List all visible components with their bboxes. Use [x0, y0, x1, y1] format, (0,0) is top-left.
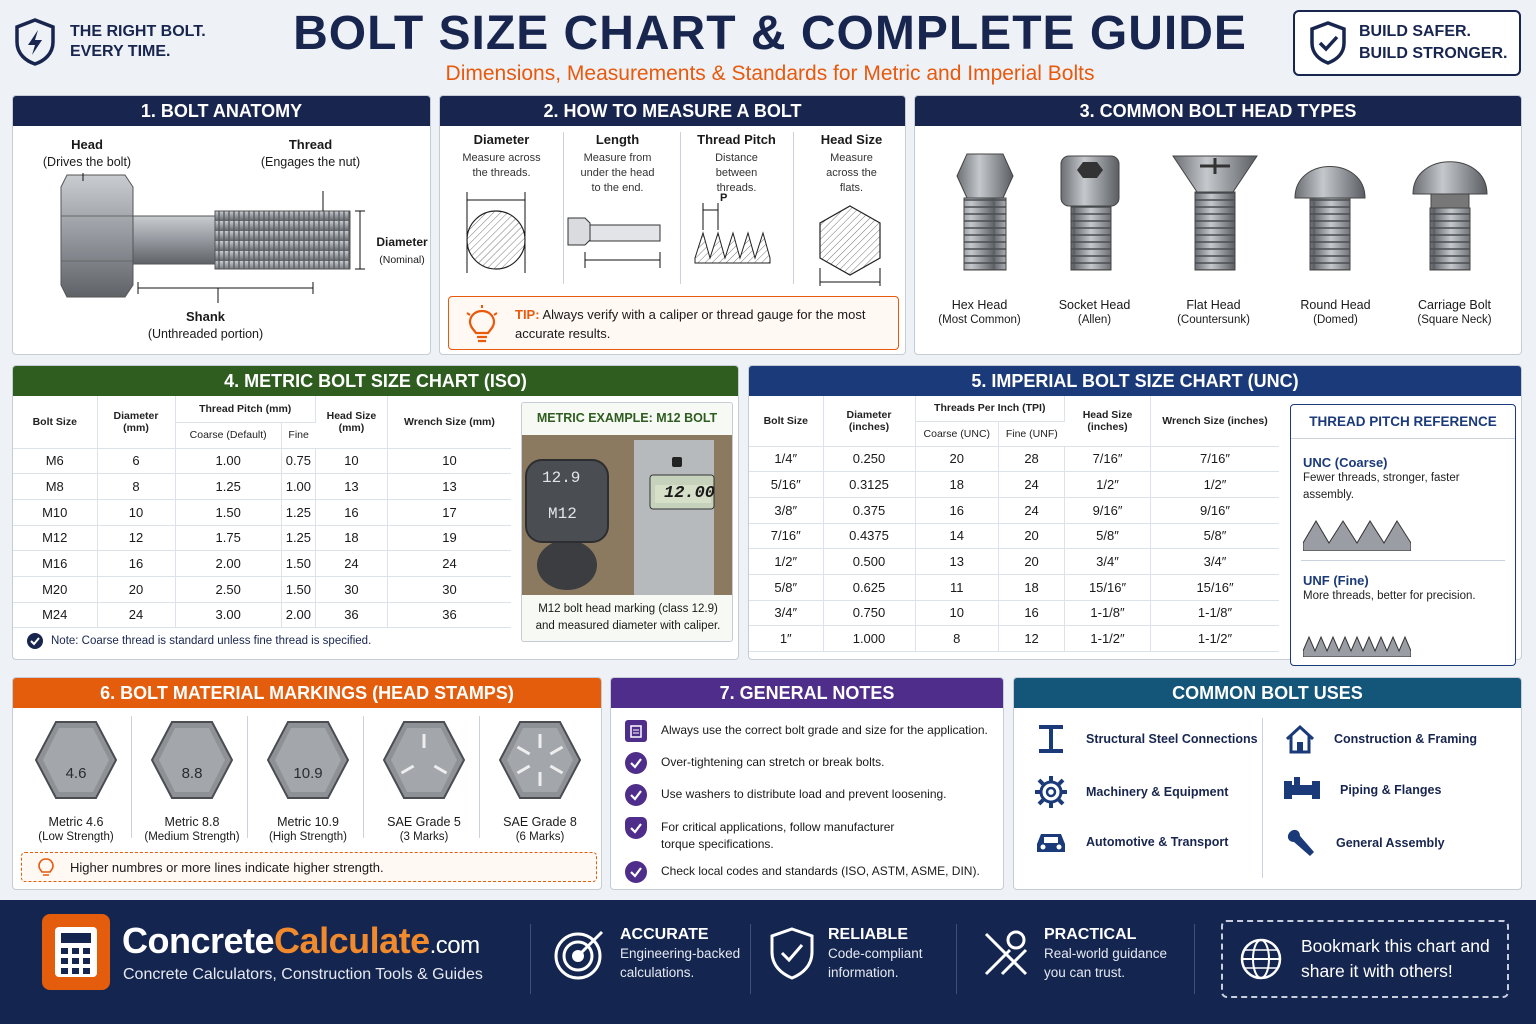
imp-h-tpi: Threads Per Inch (TPI) [915, 396, 1065, 421]
head-types-title: 3. COMMON BOLT HEAD TYPES [915, 96, 1521, 126]
table-cell: 30 [387, 576, 511, 602]
table-row [749, 497, 1279, 523]
table-row [13, 499, 511, 525]
table-cell: 13 [315, 474, 387, 500]
diameter-annotation: Diameter (Nominal) [376, 235, 428, 266]
common-uses-panel [1013, 677, 1522, 890]
marking-item: 8.8 Metric 8.8 (Medium Strength) [137, 718, 247, 843]
table-cell: 1.25 [175, 474, 281, 500]
imp-h-size: Bolt Size [749, 396, 823, 446]
check-circle-icon [625, 861, 647, 883]
head-types-panel [914, 95, 1522, 355]
table-cell: M24 [13, 602, 97, 628]
table-row [13, 602, 511, 628]
measure-tip-box [448, 296, 899, 350]
pitch-p-label: P [720, 192, 728, 204]
note-item: Always use the correct bolt grade and size for the application. [625, 720, 988, 742]
table-cell: 10 [97, 499, 175, 525]
table-cell: 36 [387, 602, 511, 628]
table-row [13, 474, 511, 500]
imperial-chart-title: 5. IMPERIAL BOLT SIZE CHART (UNC) [749, 366, 1521, 396]
table-cell: 7/16″ [1065, 446, 1151, 472]
table-cell: 1.50 [281, 576, 315, 602]
i-beam-icon [1034, 724, 1068, 754]
table-cell: 0.625 [823, 574, 915, 600]
table-cell: 2.00 [175, 551, 281, 577]
table-cell: 3/4″ [749, 600, 823, 626]
feature-practical: PRACTICAL Real-world guidance you can trust. [980, 926, 1178, 982]
table-cell: 14 [915, 523, 999, 549]
house-icon [1284, 724, 1316, 754]
calculator-icon [42, 914, 110, 990]
clipboard-icon [625, 720, 647, 742]
material-markings-panel [12, 677, 602, 890]
shield-check-icon [768, 926, 816, 982]
table-row [749, 472, 1279, 498]
table-row [749, 626, 1279, 652]
page-title: BOLT SIZE CHART & COMPLETE GUIDE [293, 7, 1247, 60]
table-cell: 24 [387, 551, 511, 577]
note-item: Use washers to distribute load and prevent loosening. [625, 784, 947, 806]
table-cell: 2.00 [281, 602, 315, 628]
table-cell: 28 [999, 446, 1065, 472]
table-cell: M10 [13, 499, 97, 525]
table-cell: 1/2″ [1065, 472, 1151, 498]
globe-icon [1239, 937, 1283, 981]
table-cell: 1.25 [281, 499, 315, 525]
metric-example-box [521, 402, 733, 642]
table-cell: 0.3125 [823, 472, 915, 498]
measure-length: Length Measure from under the head to the end. [580, 132, 655, 194]
table-row [749, 600, 1279, 626]
general-notes-title: 7. GENERAL NOTES [611, 678, 1003, 708]
material-markings-title: 6. BOLT MATERIAL MARKINGS (HEAD STAMPS) [13, 678, 601, 708]
metric-h-wrench: Wrench Size (mm) [387, 396, 511, 448]
metric-table [13, 396, 511, 628]
imp-h-unc: Coarse (UNC) [915, 421, 999, 446]
table-cell: 3.00 [175, 602, 281, 628]
table-cell: 3/4″ [1151, 549, 1279, 575]
head-type-hex: Hex Head (Most Common) [938, 298, 1021, 326]
imp-h-dia: Diameter (inches) [823, 396, 915, 446]
check-circle-icon [625, 784, 647, 806]
table-cell: 1-1/8″ [1151, 600, 1279, 626]
table-cell: 5/8″ [1151, 523, 1279, 549]
general-notes-panel [610, 677, 1004, 890]
table-cell: 3/4″ [1065, 549, 1151, 575]
pipe-icon [1282, 775, 1322, 805]
table-cell: 1.50 [175, 499, 281, 525]
table-cell: 5/16″ [749, 472, 823, 498]
svg-text:4.6: 4.6 [65, 765, 87, 782]
table-cell: M16 [13, 551, 97, 577]
shank-annotation: Shank (Unthreaded portion) [147, 309, 264, 341]
gear-icon [1034, 775, 1068, 809]
table-cell: 18 [999, 574, 1065, 600]
table-cell: 1.50 [281, 551, 315, 577]
thread-ref-title: THREAD PITCH REFERENCE [1291, 405, 1515, 439]
table-row [13, 525, 511, 551]
imp-h-unf: Fine (UNF) [999, 421, 1065, 446]
table-cell: 1/2″ [749, 549, 823, 575]
table-cell: 7/16″ [749, 523, 823, 549]
bolt-head-stamp [485, 718, 595, 802]
header-left-line1: THE RIGHT BOLT. [70, 23, 206, 40]
svg-text:10.9: 10.9 [293, 765, 323, 782]
bolt-head-stamp [137, 718, 247, 802]
table-cell: 10 [915, 600, 999, 626]
table-cell: 12 [999, 626, 1065, 652]
table-cell: 1″ [749, 626, 823, 652]
table-cell: 24 [315, 551, 387, 577]
header-left-badge [14, 12, 234, 72]
thread-pitch-reference [1290, 404, 1516, 666]
metric-example-caption: M12 bolt head marking (class 12.9) and measured diameter with caliper. [535, 603, 721, 632]
tools-icon [980, 926, 1032, 980]
table-row [749, 574, 1279, 600]
bolt-anatomy-title: 1. BOLT ANATOMY [13, 96, 430, 126]
measure-head-size: Head Size Measure across the flats. [820, 132, 883, 194]
markings-tip: Higher numbres or more lines indicate higher strength. [21, 852, 597, 882]
table-cell: 11 [915, 574, 999, 600]
table-cell: 10 [387, 448, 511, 474]
note-item: For critical applications, follow manufacturer torque specifications. [625, 817, 925, 853]
table-cell: 13 [915, 549, 999, 575]
table-cell: 1.00 [175, 448, 281, 474]
metric-chart-title: 4. METRIC BOLT SIZE CHART (ISO) [13, 366, 738, 396]
table-cell: 5/8″ [749, 574, 823, 600]
ex-mark1: 12.9 [542, 469, 581, 487]
header-right-line1: BUILD SAFER. [1359, 23, 1471, 40]
table-cell: 13 [387, 474, 511, 500]
marking-item: 4.6 Metric 4.6 (Low Strength) [21, 718, 131, 843]
brand-name[interactable]: ConcreteCalculate.com [122, 920, 480, 961]
table-cell: 12 [97, 525, 175, 551]
metric-h-fine: Fine [281, 422, 315, 448]
unc-info: UNC (Coarse) Fewer threads, stronger, faster assembly. [1303, 455, 1460, 501]
use-structural: Structural Steel Connections [1034, 724, 1258, 754]
table-cell: 15/16″ [1151, 574, 1279, 600]
header-right-line2: BUILD STRONGER. [1359, 45, 1508, 62]
table-cell: 2.50 [175, 576, 281, 602]
table-cell: 7/16″ [1151, 446, 1279, 472]
use-construction: Construction & Framing [1284, 724, 1477, 754]
table-cell: 17 [387, 499, 511, 525]
metric-h-dia: Diameter (mm) [97, 396, 175, 448]
table-cell: 1/4″ [749, 446, 823, 472]
table-cell: 0.375 [823, 497, 915, 523]
use-general-assembly: General Assembly [1284, 826, 1445, 860]
measure-diameter: Diameter Measure across the threads. [462, 132, 541, 179]
common-uses-title: COMMON BOLT USES [1014, 678, 1521, 708]
table-row [749, 549, 1279, 575]
marking-item: SAE Grade 5 (3 Marks) [369, 718, 479, 843]
table-cell: 8 [97, 474, 175, 500]
table-cell: 0.750 [823, 600, 915, 626]
table-cell: 6 [97, 448, 175, 474]
page-subtitle: Dimensions, Measurements & Standards for Metric and Imperial Bolts [445, 62, 1095, 85]
table-cell: 1-1/2″ [1151, 626, 1279, 652]
table-cell: 24 [97, 602, 175, 628]
table-cell: 16 [97, 551, 175, 577]
unf-info: UNF (Fine) More threads, better for precision. [1303, 573, 1476, 602]
head-annotation: Head (Drives the bolt) [42, 137, 132, 169]
metric-h-head: Head Size (mm) [315, 396, 387, 448]
metric-chart-panel [12, 365, 739, 660]
how-to-measure-title: 2. HOW TO MEASURE A BOLT [440, 96, 905, 126]
table-cell: 1.000 [823, 626, 915, 652]
use-piping: Piping & Flanges [1282, 775, 1441, 805]
table-cell: 24 [999, 472, 1065, 498]
table-row [13, 576, 511, 602]
marking-item: 10.9 Metric 10.9 (High Strength) [253, 718, 363, 843]
metric-h-coarse: Coarse (Default) [175, 422, 281, 448]
table-cell: 1-1/2″ [1065, 626, 1151, 652]
check-circle-icon [625, 752, 647, 774]
table-cell: 0.4375 [823, 523, 915, 549]
table-cell: 3/8″ [749, 497, 823, 523]
target-icon [552, 926, 608, 982]
head-types-illustrations [915, 136, 1522, 276]
metric-h-pitch: Thread Pitch (mm) [175, 396, 315, 422]
tip-label: TIP: [515, 307, 540, 322]
footer [0, 900, 1536, 1024]
table-cell: 18 [915, 472, 999, 498]
measure-thread-pitch: Thread Pitch Distance between threads. [697, 132, 776, 194]
table-row [13, 448, 511, 474]
svg-text:8.8: 8.8 [181, 765, 203, 782]
how-to-measure-panel [439, 95, 906, 355]
table-cell: 1.75 [175, 525, 281, 551]
table-cell: 0.500 [823, 549, 915, 575]
table-cell: M8 [13, 474, 97, 500]
bolt-anatomy-panel [12, 95, 431, 355]
use-automotive: Automotive & Transport [1034, 828, 1228, 856]
marking-item: SAE Grade 8 (6 Marks) [485, 718, 595, 843]
bolt-head-stamp [369, 718, 479, 802]
table-cell: 0.250 [823, 446, 915, 472]
use-machinery: Machinery & Equipment [1034, 775, 1228, 809]
metric-note: Note: Coarse thread is standard unless fine thread is specified. [27, 633, 371, 649]
table-cell: 1.25 [281, 525, 315, 551]
markings-row [13, 708, 602, 843]
table-cell: 24 [999, 497, 1065, 523]
check-circle-icon [27, 633, 43, 649]
table-cell: 20 [97, 576, 175, 602]
table-cell: 15/16″ [1065, 574, 1151, 600]
imperial-table [749, 396, 1279, 652]
table-cell: 16 [999, 600, 1065, 626]
metric-example-photo [522, 435, 732, 595]
shield-bolt-icon [14, 18, 56, 66]
lightbulb-icon [36, 856, 56, 878]
measure-diagrams [440, 188, 906, 288]
head-type-socket: Socket Head (Allen) [1058, 298, 1131, 326]
head-type-flat: Flat Head (Countersunk) [1177, 298, 1250, 326]
metric-h-size: Bolt Size [13, 396, 97, 448]
table-cell: 9/16″ [1151, 497, 1279, 523]
table-cell: 1.00 [281, 474, 315, 500]
bolt-head-stamp [253, 718, 363, 802]
ex-mark2: M12 [548, 505, 577, 523]
table-row [749, 523, 1279, 549]
table-cell: 18 [315, 525, 387, 551]
table-cell: 16 [315, 499, 387, 525]
shield-check-icon [625, 817, 647, 839]
table-cell: 8 [915, 626, 999, 652]
head-type-round: Round Head (Domed) [1300, 298, 1371, 326]
table-cell: M12 [13, 525, 97, 551]
table-row [13, 551, 511, 577]
table-cell: 5/8″ [1065, 523, 1151, 549]
shield-check-icon [1309, 21, 1347, 65]
header-left-line2: EVERY TIME. [70, 43, 171, 60]
bolt-head-stamp [21, 718, 131, 802]
table-cell: M20 [13, 576, 97, 602]
feature-reliable: RELIABLE Code-compliant information. [768, 926, 938, 982]
bookmark-box[interactable] [1221, 920, 1509, 998]
car-icon [1034, 828, 1068, 856]
table-cell: M6 [13, 448, 97, 474]
table-cell: 20 [999, 523, 1065, 549]
note-item: Check local codes and standards (ISO, ASTM, ASME, DIN). [625, 861, 980, 883]
bookmark-text: Bookmark this chart and share it with others! [1301, 936, 1490, 981]
head-type-carriage: Carriage Bolt (Square Neck) [1417, 298, 1492, 326]
brand-tagline: Concrete Calculators, Construction Tools & Guides [123, 966, 483, 983]
wrench-icon [1284, 826, 1318, 860]
table-cell: 1/2″ [1151, 472, 1279, 498]
unf-thread-profile [1303, 631, 1411, 657]
table-cell: 0.75 [281, 448, 315, 474]
header-right-badge [1293, 10, 1521, 76]
caliper-reading: 12.00 [664, 484, 716, 503]
lightbulb-icon [465, 305, 499, 343]
imp-h-head: Head Size (inches) [1065, 396, 1151, 446]
table-cell: 20 [915, 446, 999, 472]
thread-annotation: Thread (Engages the nut) [260, 137, 361, 169]
unc-thread-profile [1303, 515, 1411, 551]
feature-accurate: ACCURATE Engineering-backed calculations. [552, 926, 742, 982]
table-cell: 19 [387, 525, 511, 551]
table-cell: 10 [315, 448, 387, 474]
note-item: Over-tightening can stretch or break bolts. [625, 752, 884, 774]
table-cell: 1-1/8″ [1065, 600, 1151, 626]
tip-text: Always verify with a caliper or thread gauge for the most accurate results. [515, 307, 866, 341]
imp-h-wrench: Wrench Size (inches) [1151, 396, 1279, 446]
table-cell: 30 [315, 576, 387, 602]
table-cell: 16 [915, 497, 999, 523]
table-cell: 20 [999, 549, 1065, 575]
metric-example-title: METRIC EXAMPLE: M12 BOLT [536, 411, 718, 425]
table-cell: 9/16″ [1065, 497, 1151, 523]
table-cell: 36 [315, 602, 387, 628]
table-row [749, 446, 1279, 472]
